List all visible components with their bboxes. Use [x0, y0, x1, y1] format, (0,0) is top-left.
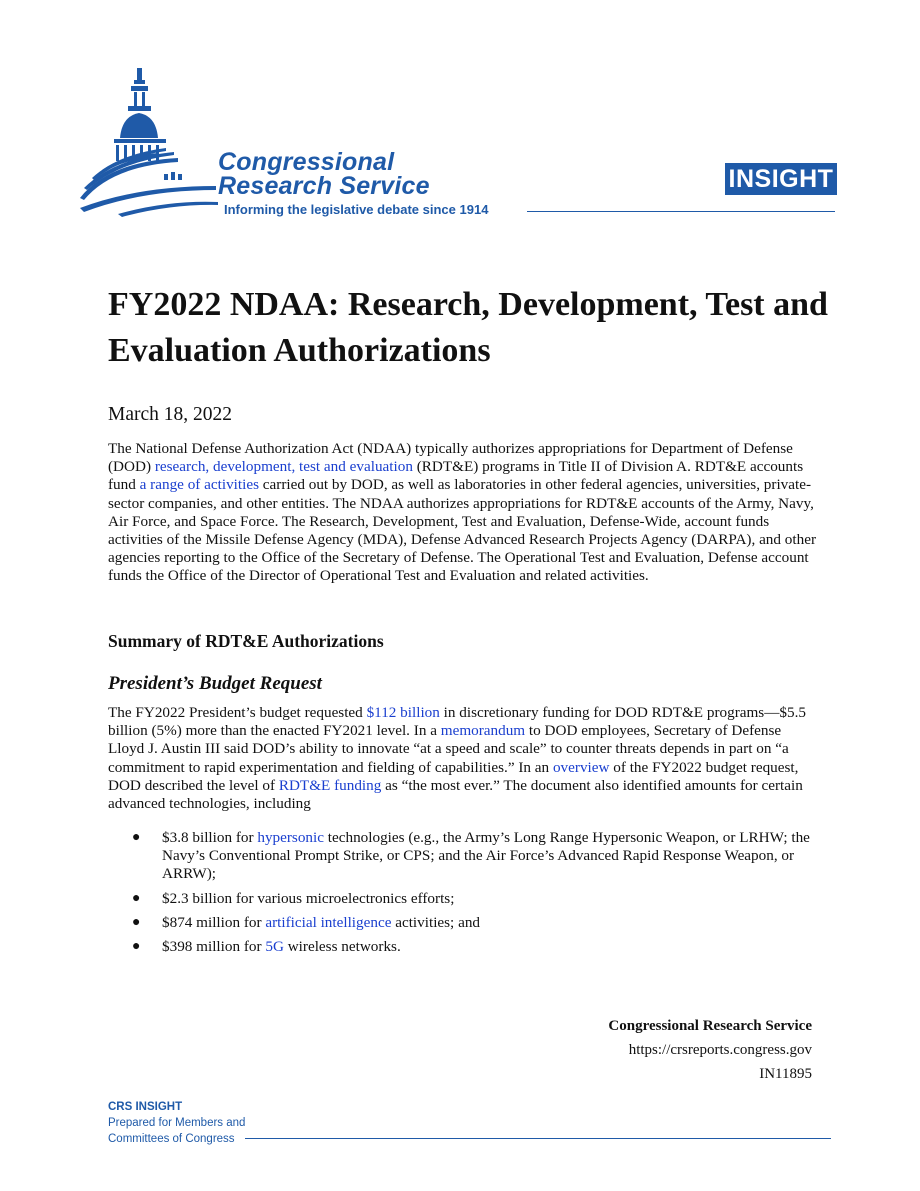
bullet-text: wireless networks.	[283, 938, 401, 956]
bottom-block	[108, 1099, 245, 1147]
budget-paragraph	[108, 704, 820, 813]
section-heading: Summary of RDT&E Authorizations	[108, 631, 384, 651]
5g-link[interactable]: 5G	[265, 938, 284, 956]
prepared-line-2: Committees of Congress	[108, 1133, 235, 1145]
bullet-text: activities; and	[391, 913, 481, 931]
budget-text: to DOD employees, Secretary of Defense Lloyd J. Austin III said DOD’s ability to innovate “at a speed and scale” to counter threats depends in part on “a commitment to rapid experimentation and fielding of capabilities.” In an	[108, 722, 789, 776]
technology-bullet-list	[108, 829, 820, 962]
112-billion-link[interactable]: $112 billion	[366, 704, 440, 721]
report-date: March 18, 2022	[108, 404, 233, 425]
hypersonic-link[interactable]: hypersonic	[257, 829, 324, 846]
list-item	[108, 914, 820, 932]
intro-text: The National Defense Authorization Act (NDAA) typically authorizes appropriations for Department of Defense (DOD)	[108, 440, 793, 476]
footer-rule	[245, 1138, 831, 1139]
intro-text: carried out by DOD, as well as laboratories in other federal agencies, universities, private-sector companies, and other entities. The NDAA authorizes appropriations for RDT&E accounts of the Army, Navy, Air Force, and Space Force. The Research, Development, Test and Evaluation, Defense-Wide, account funds activities of the Missile Defense Agency (MDA), Defense Advanced Research Projects Agency (DARPA), and other agencies reporting to the Office of the Secretary of Defense. The Operational Test and Evaluation, Defense account funds the Office of the Director of Operational Test and Evaluation and related activities.	[108, 476, 816, 585]
list-item	[108, 890, 820, 908]
prepared-line-1: Prepared for Members and	[108, 1117, 246, 1129]
artificial-intelligence-link[interactable]: artificial intelligence	[265, 913, 392, 931]
brand-line-research-service: Research Service	[218, 172, 430, 200]
bullet-text: $874 million for	[162, 913, 266, 931]
subsection-heading: President’s Budget Request	[108, 673, 322, 694]
budget-text: The FY2022 President’s budget requested	[108, 704, 367, 721]
intro-paragraph	[108, 440, 820, 586]
footer-url[interactable]: https://crsreports.congress.gov	[628, 1042, 812, 1058]
bullet-icon: ●	[132, 830, 141, 845]
list-item	[108, 829, 820, 884]
memorandum-link[interactable]: memorandum	[440, 722, 526, 740]
list-item	[108, 938, 820, 956]
overview-link[interactable]: overview	[552, 758, 610, 776]
rdte-link[interactable]: research, development, test and evaluation	[154, 458, 413, 476]
bullet-text: $398 million for	[162, 938, 266, 956]
budget-text: of the FY2022 budget request, DOD described the level of	[108, 758, 799, 794]
bullet-text: $2.3 billion for various microelectronics efforts;	[162, 889, 455, 907]
bullet-text: technologies (e.g., the Army’s Long Range Hypersonic Weapon, or LRHW; the Navy’s Conventional Prompt Strike, or CPS; and the Air Force’s Advanced Rapid Response Weapon, or ARRW);	[162, 829, 810, 883]
insight-badge: INSIGHT	[725, 163, 837, 195]
intro-text: (RDT&E) programs in Title II of Division A. RDT&E accounts fund	[108, 458, 804, 494]
budget-text: in discretionary funding for DOD RDT&E programs—$5.5 billion (5%) more than the enacted FY2021 level. In a	[108, 704, 806, 740]
brand-line-congressional: Congressional	[218, 148, 395, 176]
crs-logo	[78, 66, 548, 218]
bullet-icon: ●	[132, 914, 141, 930]
header-rule	[527, 211, 835, 212]
page-title: FY2022 NDAA: Research, Development, Test and Evaluation Authorizations	[108, 286, 828, 369]
range-of-activities-link[interactable]: a range of activities	[139, 476, 259, 494]
bullet-text: $3.8 billion for	[162, 829, 258, 846]
bullet-icon: ●	[132, 890, 141, 906]
series-label: CRS INSIGHT	[108, 1101, 183, 1113]
capitol-dome-icon	[78, 66, 228, 218]
rdte-funding-link[interactable]: RDT&E funding	[278, 776, 382, 794]
crs-footer	[608, 1014, 812, 1086]
bullet-icon: ●	[132, 939, 141, 955]
budget-text: as “the most ever.” The document also identified amounts for certain advanced technologies, including	[108, 776, 803, 813]
brand-tagline: Informing the legislative debate since 1914	[224, 202, 489, 217]
report-id: IN11895	[759, 1066, 812, 1082]
footer-org-name: Congressional Research Service	[608, 1018, 812, 1034]
